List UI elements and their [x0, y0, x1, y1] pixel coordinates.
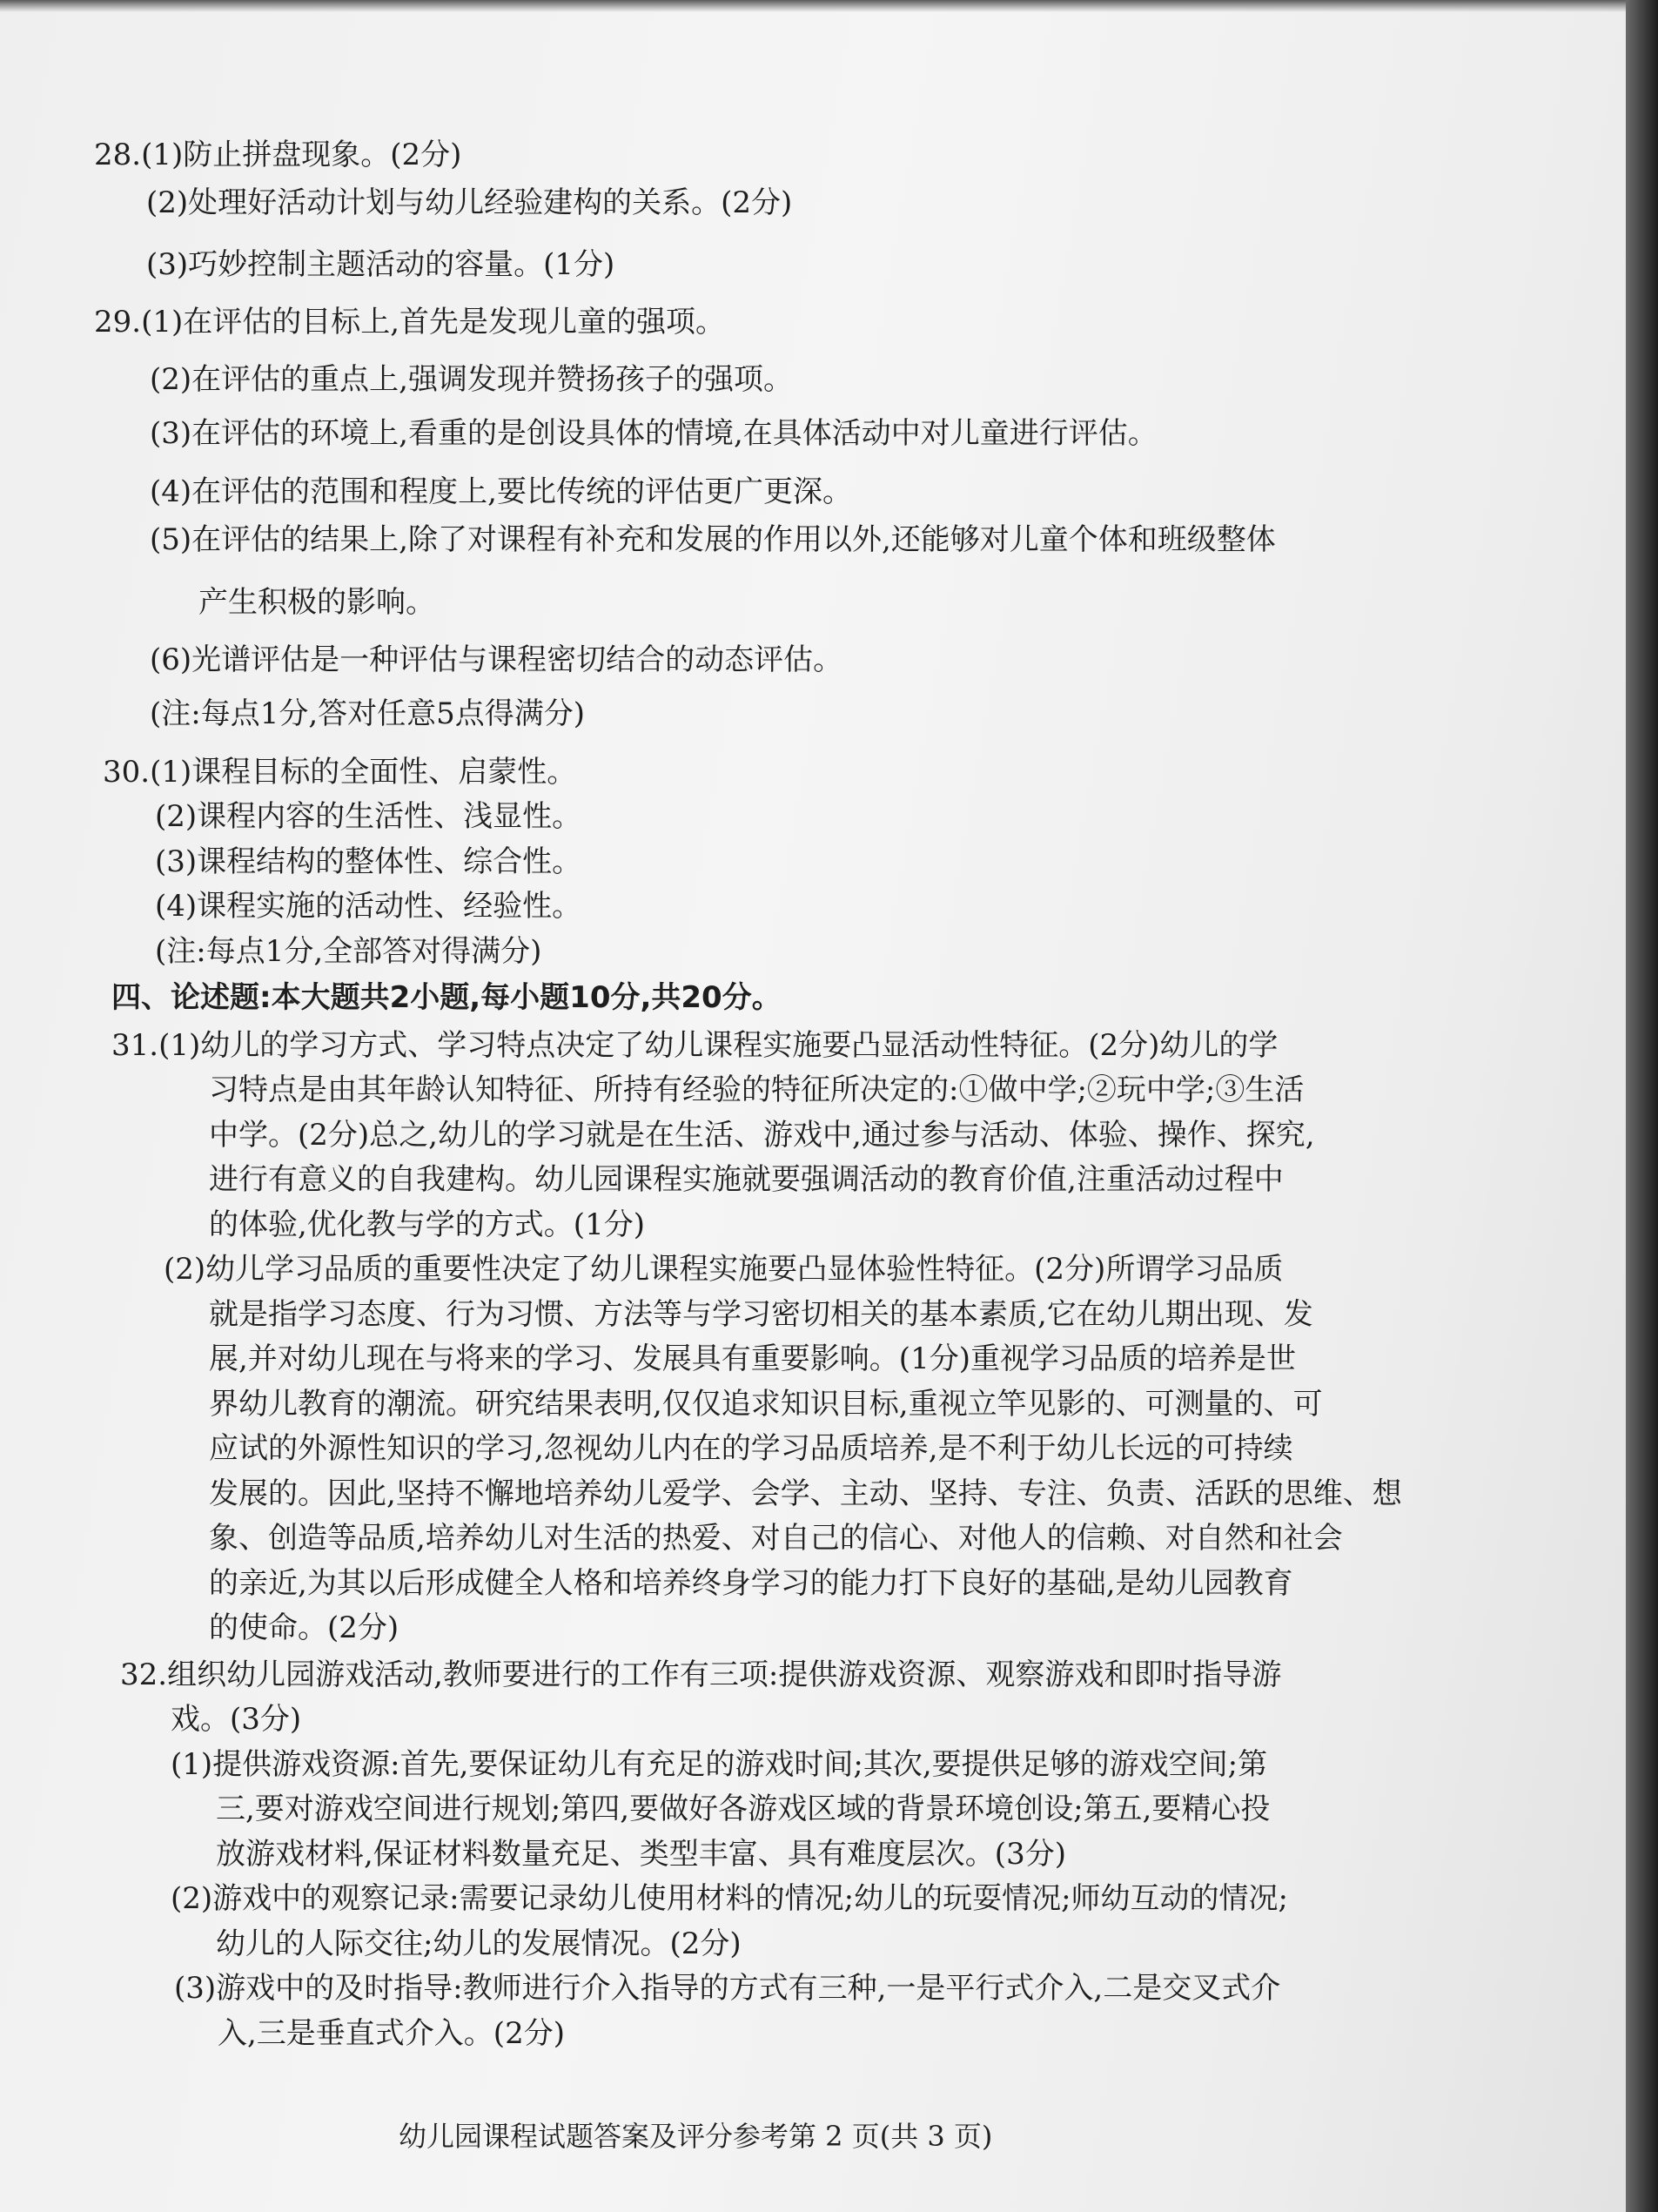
q28-point-1: 28.(1)防止拼盘现象。(2分): [94, 138, 462, 172]
page-footer: 幼儿园课程试题答案及评分参考第 2 页(共 3 页): [399, 2120, 993, 2153]
q29-point-5-line-1: (5)在评估的结果上,除了对课程有补充和发展的作用以外,还能够对儿童个体和班级整体: [150, 522, 1276, 557]
q30-point-4: (4)课程实施的活动性、经验性。: [155, 889, 582, 924]
q32-line-4: 三,要对游戏空间进行规划;第四,要做好各游戏区域的背景环境创设;第五,要精心投: [216, 1792, 1271, 1826]
q31-line-1: 31.(1)幼儿的学习方式、学习特点决定了幼儿课程实施要凸显活动性特征。(2分)幼儿的学: [111, 1028, 1279, 1063]
q31-line-7: 就是指学习态度、行为习惯、方法等与学习密切相关的基本素质,它在幼儿期出现、发: [209, 1297, 1313, 1332]
q29-point-6: (6)光谱评估是一种评估与课程密切结合的动态评估。: [150, 642, 843, 677]
q31-line-9: 界幼儿教育的潮流。研究结果表明,仅仅追求知识目标,重视立竿见影的、可测量的、可: [209, 1387, 1323, 1422]
q31-line-2: 习特点是由其年龄认知特征、所持有经验的特征所决定的:①做中学;②玩中学;③生活: [209, 1072, 1305, 1107]
q32-line-2: 戏。(3分): [171, 1702, 302, 1737]
q28-point-2: (2)处理好活动计划与幼儿经验建构的关系。(2分): [146, 185, 793, 220]
q32-line-1: 32.组织幼儿园游戏活动,教师要进行的工作有三项:提供游戏资源、观察游戏和即时指导游: [120, 1657, 1282, 1692]
q29-point-3: (3)在评估的环境上,看重的是创设具体的情境,在具体活动中对儿童进行评估。: [150, 416, 1158, 451]
q30-point-3: (3)课程结构的整体性、综合性。: [155, 844, 582, 879]
q32-line-8: (3)游戏中的及时指导:教师进行介入指导的方式有三种,一是平行式介入,二是交叉式介: [174, 1971, 1281, 2006]
q31-line-13: 的亲近,为其以后形成健全人格和培养终身学习的能力打下良好的基础,是幼儿园教育: [209, 1566, 1293, 1601]
q29-point-1: 29.(1)在评估的目标上,首先是发现儿童的强项。: [94, 305, 726, 340]
q30-point-1: 30.(1)课程目标的全面性、启蒙性。: [103, 755, 577, 790]
q31-line-11: 发展的。因此,坚持不懈地培养幼儿爱学、会学、主动、坚持、专注、负责、活跃的思维、想: [209, 1476, 1402, 1511]
q31-line-3: 中学。(2分)总之,幼儿的学习就是在生活、游戏中,通过参与活动、体验、操作、探究,: [209, 1118, 1315, 1153]
q29-note: (注:每点1分,答对任意5点得满分): [150, 696, 586, 731]
background-shadow: [1626, 0, 1658, 2212]
q32-line-3: (1)提供游戏资源:首先,要保证幼儿有充足的游戏时间;其次,要提供足够的游戏空间;第: [171, 1747, 1268, 1782]
q30-note: (注:每点1分,全部答对得满分): [155, 934, 542, 969]
q31-line-12: 象、创造等品质,培养幼儿对生活的热爱、对自己的信心、对他人的信赖、对自然和社会: [209, 1521, 1343, 1556]
q31-line-8: 展,并对幼儿现在与将来的学习、发展具有重要影响。(1分)重视学习品质的培养是世: [209, 1341, 1296, 1376]
q29-point-5-line-2: 产生积极的影响。: [198, 585, 435, 620]
q31-line-6: (2)幼儿学习品质的重要性决定了幼儿课程实施要凸显体验性特征。(2分)所谓学习品质: [164, 1252, 1284, 1287]
q30-point-2: (2)课程内容的生活性、浅显性。: [155, 799, 582, 834]
q28-point-3: (3)巧妙控制主题活动的容量。(1分): [146, 247, 615, 282]
q31-line-4: 进行有意义的自我建构。幼儿园课程实施就要强调活动的教育价值,注重活动过程中: [209, 1162, 1284, 1197]
q32-line-7: 幼儿的人际交往;幼儿的发展情况。(2分): [216, 1926, 742, 1961]
q29-point-4: (4)在评估的范围和程度上,要比传统的评估更广更深。: [150, 474, 852, 509]
q32-line-9: 入,三是垂直式介入。(2分): [218, 2016, 565, 2051]
q32-line-5: 放游戏材料,保证材料数量充足、类型丰富、具有难度层次。(3分): [216, 1837, 1066, 1872]
q29-point-2: (2)在评估的重点上,强调发现并赞扬孩子的强项。: [150, 362, 793, 397]
q31-line-14: 的使命。(2分): [209, 1610, 399, 1645]
section-4-heading: 四、论述题:本大题共2小题,每小题10分,共20分。: [111, 980, 782, 1015]
q31-line-5: 的体验,优化教与学的方式。(1分): [209, 1207, 645, 1242]
q32-line-6: (2)游戏中的观察记录:需要记录幼儿使用材料的情况;幼儿的玩耍情况;师幼互动的情况;: [171, 1881, 1288, 1916]
q31-line-10: 应试的外源性知识的学习,忽视幼儿内在的学习品质培养,是不利于幼儿长远的可持续: [209, 1431, 1293, 1466]
